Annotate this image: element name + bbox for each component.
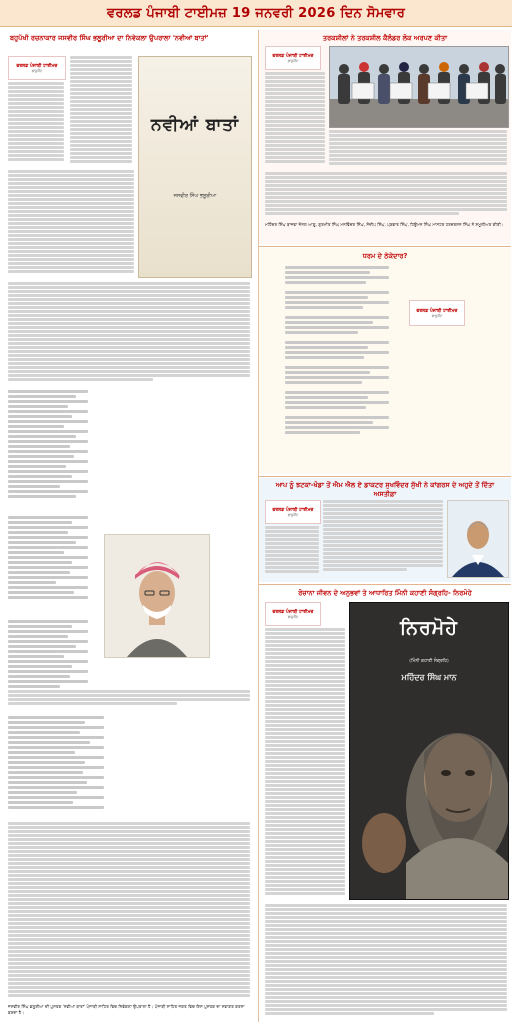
resignation-text: [323, 500, 443, 576]
book-title: ਨਵੀਆਂ ਬਾਤਾਂ: [150, 115, 239, 135]
mla-portrait-illustration: [448, 501, 508, 577]
article-body-part-4: [8, 690, 250, 710]
tarksheel-closing: ਮਹਿੰਦਰ ਸਿੰਘ ਬਾਜਵਾ ਜ਼ੋਨਲ ਆਗੂ, ਗੁਰਮੀਤ ਸਿੰਘ ਮਨਵਿੰਦਰ ਸਿੰਘ, ਸੰਦੀਪ ਸਿੰਘ, ਪ੍ਰਭਾਤ ਸਿੰਘ, ਹਿਊਮਨ ਸਿੰਘ ਮਾਸਟਰ ਹਰਦਰਸ਼ਨ ਸਿੰਘ ਨੇ ਸ਼ਮੂਲੀਅਤ ਕੀਤੀ।: [265, 222, 504, 227]
poem-byline: ਵਰਲਡ ਪੰਜਾਬੀ ਟਾਈਮਜ਼: [416, 309, 458, 314]
tarksheel-article: [259, 30, 511, 244]
book-cover-nirmohe: [349, 602, 509, 900]
resignation-text-left: [265, 526, 319, 576]
nirmohe-text-left: [265, 628, 345, 898]
poem-title: ਧਰਮ ਦੇ ਠੇਕੇਦਾਰ?: [362, 252, 408, 260]
poem-section: [259, 248, 511, 474]
logo-name-3: ਵਰਲਡ ਪੰਜਾਬੀ ਟਾਈਮਜ਼: [272, 508, 314, 513]
logo-name: ਵਰਲਡ ਪੰਜਾਬੀ ਟਾਈਮਜ਼: [16, 64, 58, 69]
resignation-article: [259, 478, 511, 582]
logo-tag-2: ਡਾਕੂਮੈਂਟ: [287, 59, 299, 63]
poem-verses: [285, 266, 389, 466]
article-body-part-5: [8, 822, 250, 1002]
section-divider-1: [259, 246, 511, 247]
logo-tag: ਡਾਕੂਮੈਂਟ: [31, 69, 43, 73]
newspaper-logo-3: [265, 500, 321, 524]
logo-name-2: ਵਰਲਡ ਪੰਜਾਬੀ ਟਾਈਮਜ਼: [272, 54, 314, 59]
masthead-text: ਵਰਲਡ ਪੰਜਾਬੀ ਟਾਈਮਜ਼ 19 ਜਨਵਰੀ 2026 ਦਿਨ ਸੋਮਵਾਰ: [106, 5, 406, 21]
calendar-release-photo: [329, 46, 509, 128]
logo-tag-3: ਡਾਕੂਮੈਂਟ: [287, 513, 299, 517]
logo-tag-4: ਡਾਕੂਮੈਂਟ: [287, 615, 299, 619]
nirmohe-headline: ਰੋਜ਼ਾਨਾ ਜੀਵਨ ਦੇ ਅਨੁਭਵਾਂ ਤੇ ਆਧਾਰਿਤ ਮਿੰਨੀ ਕਹਾਣੀ ਸੰਗ੍ਰਹਿ- ਨਿਰਮੋਹੇ: [298, 589, 472, 597]
section-divider-2: [259, 476, 511, 477]
logo-name-4: ਵਰਲਡ ਪੰਜਾਬੀ ਟਾਈਮਜ਼: [272, 610, 314, 615]
book2-subtitle: (ਮਿੰਨੀ ਕਹਾਣੀ ਸੰਗ੍ਰਹਿ): [409, 659, 449, 664]
book-cover-navian-baatan: [138, 56, 252, 278]
article-body-part-3: [8, 492, 250, 532]
article-body-part-2: [8, 282, 250, 382]
right-column: [258, 30, 511, 1022]
article-closing-paragraph: ਜਸਵੀਰ ਸਿੰਘ ਭਲੂਰੀਆ ਦੀ ਪੁਸਤਕ 'ਨਵੀਆਂ ਬਾਤਾਂ' ਪੰਜਾਬੀ ਸਾਹਿਤ ਵਿਚ ਨਿਵੇਕਲਾ ਉਪਰਾਲਾ ਹੈ। ਪੰਜਾਬੀ ਸਾਹਿਤ ਜਗਤ ਵਿਚ ਇਸ ਪੁਸਤਕ ਦਾ ਸਵਾਗਤ ਕਰਨਾ ਬਣਦਾ ਹੈ।: [8, 1004, 245, 1016]
author-portrait: [104, 534, 210, 658]
mla-portrait: [447, 500, 509, 578]
book2-title: ਨਿਰਮੋਹੇ: [400, 617, 458, 639]
poem-byline-logo: [409, 300, 465, 326]
nirmohe-text-body: [265, 904, 507, 1020]
article-intro-text-left: [8, 82, 64, 166]
tarksheel-headline: ਤਰਕਸ਼ੀਲਾਂ ਨੇ ਤਰਕਸ਼ੀਲ ਕੈਲੰਡਰ ਲੋਕ ਅਰਪਣ ਕੀਤਾ: [322, 34, 448, 42]
book2-author: ਮਹਿੰਦਰ ਸਿੰਘ ਮਾਨ: [401, 673, 457, 682]
book-author: ਜਸਵੀਰ ਸਿੰਘ ਭਲੂਰੀਆ: [173, 193, 217, 199]
newspaper-logo-2: [265, 46, 321, 70]
article-headline: ਬਹੁਪੱਖੀ ਰਚਨਾਕਾਰ ਜਸਵੀਰ ਸਿੰਘ ਭਲੂਰੀਆ ਦਾ ਨਿਵੇਕਲਾ ਉਪਰਾਲਾ 'ਨਵੀਆਂ ਬਾਤਾਂ': [10, 34, 209, 42]
masthead-banner: [0, 0, 512, 27]
group-photo-illustration: [330, 47, 508, 127]
tarksheel-text-right: [329, 130, 507, 170]
quoted-verse-3: [8, 620, 88, 700]
poem-byline-tag: ਡਾਕੂਮੈਂਟ: [431, 314, 443, 318]
newspaper-logo: [8, 56, 66, 80]
article-intro-text: [70, 56, 132, 166]
quoted-verse-4: [8, 716, 104, 816]
tarksheel-text-body: [265, 172, 507, 218]
resignation-headline: ਆਪ ਨੂੰ ਝਟਕਾ-ਖੰਡਾ ਤੋਂ ਐਮ ਐਲ ਏ ਡਾਕਟਰ ਸੁਖਵਿੰਦਰ ਸੁੱਖੀ ਨੇ ਕਾਂਗਰਸ ਦੇ ਅਹੁਦੇ ਤੋਂ ਦਿੱਤਾ ਅਸਤੀਫ਼ਾ: [275, 481, 495, 498]
left-column: [4, 30, 256, 1022]
section-divider-3: [259, 584, 511, 585]
article-body-part-1: [8, 170, 134, 276]
nirmohe-article: [259, 586, 511, 1022]
author-portrait-illustration: [105, 535, 209, 657]
tarksheel-text-left: [265, 72, 325, 168]
newspaper-logo-4: [265, 602, 321, 626]
